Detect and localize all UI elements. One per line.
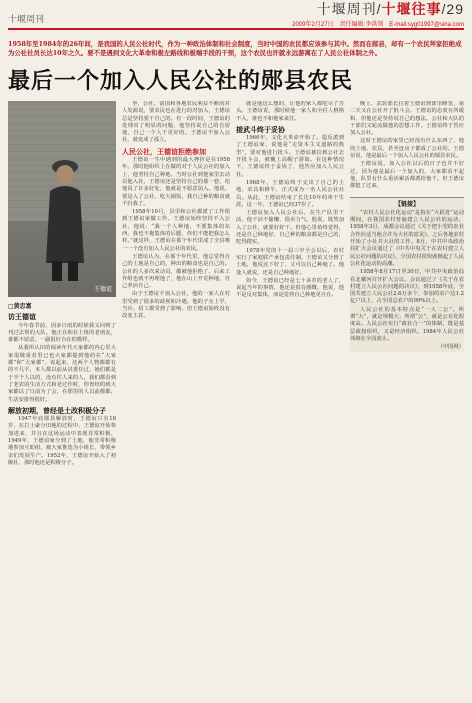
paragraph: 王德谊一生中遇到的最大挫折是在1958年。那时他组织上在做的对于人民公社的加入上，他坚持自己种地。当时公社到他家里去动员他入社，王德谊还是坚持自己的那一套，给他说了许多好处，他就是不愿意加入。他说，要是入了公社，吃大锅饭，我自己种的粮食就不归我了。 xyxy=(122,157,230,207)
sidebar-paragraph: “农村人民公社化运动”是指在“大跃进”运动期间，在我国农村普遍建立人民公社的运动。1958年3月，成都会议通过《关于把小型的农业合作社适当地合并为大社的意见》，之后各地农村开始了小社并大社的工作。8月，中共中央政治局扩大会议通过了《中共中央关于在农村建立人民公社问题的决议》，全国农村很快就掀起了人民公社化运动的高潮。 xyxy=(350,209,464,267)
paragraph: 争，公社、富国和各地农民利益不断的对人发源说，要农民也在进行的对加入，王德谊总是坚持要干自己的。有一段时间，王德谊的处理出了明显的问题，他坚持说自己的自留地，自己一个人干更好的。王德谊不加入公社，就变成了孤立。 xyxy=(122,101,230,144)
subheading-land-reform: 解放初期，曾经是土改积极分子 xyxy=(8,405,106,415)
subheading-visit: 访王德谊 xyxy=(8,312,36,322)
headline: 最后一个加入人民公社的郧县农民 xyxy=(8,68,354,94)
page-header xyxy=(8,0,464,30)
photo-caption: 王德谊 xyxy=(93,286,112,293)
subheading-compromise: 接武斗终于妥协 xyxy=(236,124,285,134)
section-title: 十堰周刊/十堰往事/29 xyxy=(316,1,464,17)
paragraph: 今年春节前，因多日雨的时候我又回到了刊过去帮的大队。他正在和在上班的老朋友，谁都不留意，一副很好自在的模样。 xyxy=(8,322,116,344)
paragraph: 1958年10月，县里和公社都派了工作组到王德谊家做工作。王德谊始终坚持不入公社，他说：“我一个人种地，不要集体的东西，我也不拖集体的后腿，你们不能把我怎么样。”就这样，王德谊在那个年代里成了全县唯一一个没有加入人民公社的农民。 xyxy=(122,209,230,252)
paragraph: 如今，王德谊已经是七十多岁的老人了，说起当年的事情，他还是很有感慨。他说，他不是反对集体，而是觉得自己种地更自在。 xyxy=(236,277,344,299)
elderly-man-figure xyxy=(42,153,88,283)
section-title-a: 十堰周刊 xyxy=(316,1,377,17)
article-columns xyxy=(8,101,464,693)
link-sidebar xyxy=(350,197,464,352)
sidebar-paragraph: 人民公社的基本特点是“一大二公”。所谓“大”，就是规模大；所谓“公”，就是公有化程度高。人民公社实行“政社合一”的体制，既是基层政权组织，又是经济组织。1984年人民公社体制在全国废止。 xyxy=(350,306,464,342)
paragraph: 1947年底郧县解放时，王德谊只有16岁，在打土豪分田地的过程中，王德谊开始参加进来，并且在这场运动中表现非常积极。1949年，王德谊家分到了土地，他非常积极地参加互助组，被大家推选为小组长，带领乡亲们发展生产。1952年，王德谊开始入了初级社，那时他还是积极分子。 xyxy=(8,416,116,466)
paragraph: 1966年，文化大革命开始了。造反派到了王德谊家，说他是“走资本主义道路的典型”，要对他进行批斗。王德谊被拉到公社去开批斗会，被戴上高帽子游街。在这种情况下，王德谊终于妥协了，他答应加入人民公社。 xyxy=(236,135,344,178)
subheading-refusal: 人民公社，王德谊拒绝参加 xyxy=(122,146,206,156)
header-left: 十堰周刊 xyxy=(8,14,45,24)
sidebar-paragraph: 1958年8月17日至30日，中共中央政治局在北戴河召开扩大会议。会议通过了《关于在农村建立人民公社问题的决议》，到1958年底，全国共建立人民公社2.6万多个，参加的农户达1.2亿户以上，占全国总农户的99%以上。 xyxy=(350,269,464,305)
paragraph: 就是他这么想的，让他的家人都吃尽了苦头。王德谊说，那时候他一家人和全村人格格不入，谁也不和他家来往。 xyxy=(236,101,344,122)
portrait-photo xyxy=(8,101,116,297)
lead-paragraph: 1958年至1984年的26年间，是我国的人民公社时代，作为一种政治体制和社会制度，当时中国的农民都应该参与其中。然而在郧县，却有一个农民拜家拒绝成为公社社员长达10年之久。要不是遇到文化大革命和极左路线和极端手段的干预，这个农民也许就永远游离在了人民公社体制之外。 xyxy=(8,40,462,57)
page-number: /29 xyxy=(441,1,464,17)
column-2 xyxy=(122,101,230,693)
sidebar-source: （中国网） xyxy=(437,344,464,351)
column-1 xyxy=(8,301,116,693)
paragraph: 这时王德谊的家里已经没有什么东西了，他的土地、农具，甚至连房子都成了公社的。王德谊说，他是最后一个加入人民公社的郧县农民。 xyxy=(350,138,464,160)
column-4 xyxy=(350,101,464,693)
paragraph: 王德谊加入人民公社后，在生产队里干活，他干活不偷懒，很卖力气。他说，既然加入了公社，就要好好干。但他心里始终觉得，还是自己种地好，自己种的粮食都是自己的，吃得踏实。 xyxy=(236,210,344,246)
paragraph: 王德谊认为，在那个年代里，他总觉得自己的土地是自己的，种出的粮食也是自己的。公社的人多次来动员，都被他拒绝了。后来工作组也就不再理他了，他在山上开荒种地，自己养活自己。 xyxy=(122,253,230,290)
paragraph: 1978年党的十一届三中全会以后，农村实行了家庭联产承包责任制。王德谊又分到了土地，他说这下好了，又可以自己种地了。他逢人就说，还是自己种地好。 xyxy=(236,247,344,276)
paragraph: 王德谊说，加入公社以后的日子也并不好过，因为他是最后一个加入的，大家都看不起他，队里有什么重活累活都派给他干。但王德谊都挺了过来。 xyxy=(350,161,464,190)
paragraph: 1968年，王德谊终于交出了自己的土地、农具和耕牛，正式成为一名人民公社社员。从此，王德谊结束了长达10年的单干生涯。这一年，王德谊已经37岁了。 xyxy=(236,179,344,208)
header-meta: 2009年2月27日 责任编辑:李洪领 E-mail:syg01997@sina.com xyxy=(292,22,464,28)
paragraph: 从我所认识的阅读年代大家都的内心里大家很敬重者里已也大家都提到他的在“大家都”和“大家都”，说起来，这两个人物都都有的不几平，本人都以前从县委任过，她们都是于半个人以的，没有往人来的人，我们都看到了老农的生活方式和老过作时，你曾经的到大家都以了日前为了会，在那里的人以前都都，生活安排得很好。 xyxy=(8,345,116,403)
sidebar-title: 【链接】 xyxy=(394,200,419,208)
paragraph: 由于王德谊不加入公社，他的一家人在村里受到了很多的歧视和冷遇。他的子女上学，当兵、招工都受到了影响。但王德谊始终没有改变主意。 xyxy=(122,291,230,320)
paragraph: 晚上，武装部长拉着王德谊到部里睡觉，第二天又在公社开了批斗会。王德谊的态度有所缓和，但他还是坚持说自己的想法。公社和大队的干部们又轮流做他的思想工作。王德谊终于答应加入公社。 xyxy=(350,101,464,137)
header-right xyxy=(292,0,464,28)
section-title-b: 十堰往事 xyxy=(381,1,442,17)
column-3 xyxy=(236,101,344,693)
author-byline: □黄忠富 xyxy=(8,303,32,310)
